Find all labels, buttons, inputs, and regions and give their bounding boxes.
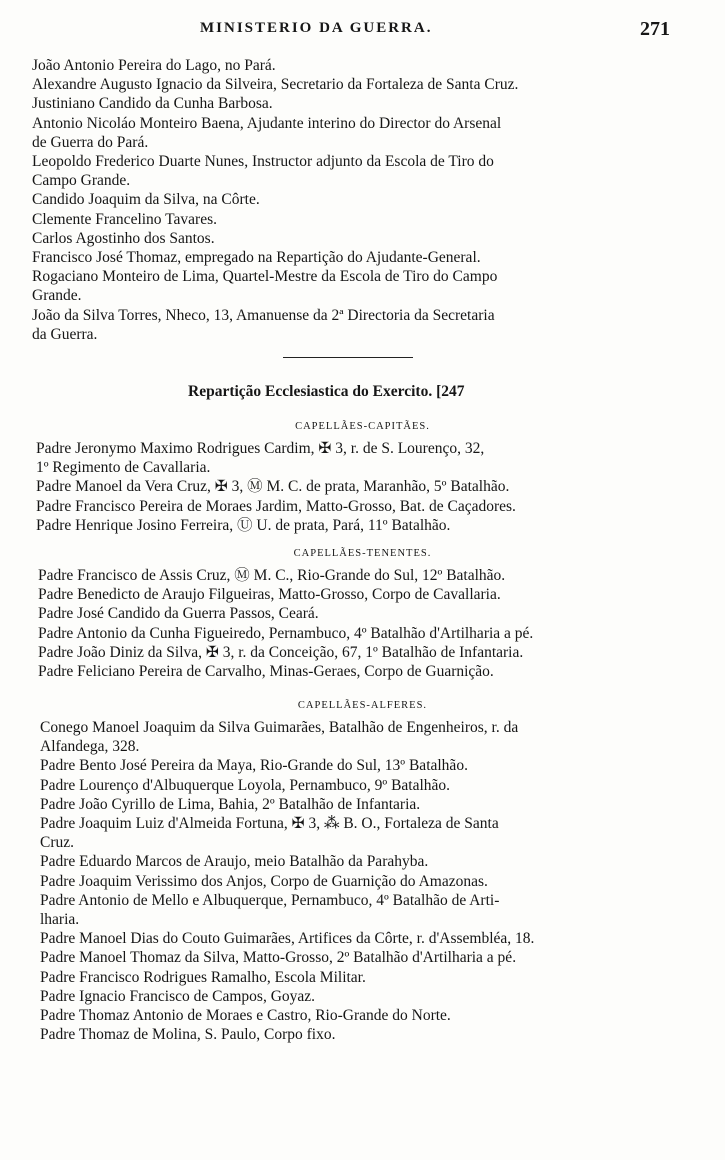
list-item	[32, 306, 672, 344]
list-item	[32, 229, 672, 248]
entry-line: Padre Thomaz de Molina, S. Paulo, Corpo fixo.	[40, 1026, 336, 1044]
list-item	[32, 152, 672, 190]
entry-line: Justiniano Candido da Cunha Barbosa.	[32, 95, 273, 113]
entry-line: Clemente Francelino Tavares.	[32, 210, 217, 228]
entry-line: Padre Francisco Pereira de Moraes Jardim, Matto-Grosso, Bat. de Caçadores.	[36, 497, 516, 515]
list-item	[40, 872, 670, 891]
list-item	[38, 585, 668, 604]
entry-line: Padre Manoel Dias do Couto Guimarães, Artifices da Côrte, r. d'Assembléa, 18.	[40, 930, 535, 948]
entry-line: Alexandre Augusto Ignacio da Silveira, Secretario da Fortaleza de Santa Cruz.	[32, 76, 519, 94]
list-item	[40, 987, 670, 1006]
list-item	[36, 516, 668, 535]
list-item	[38, 604, 668, 623]
entry-line: Carlos Agostinho dos Santos.	[32, 229, 215, 247]
list-item	[40, 891, 670, 929]
entry-continuation: Grande.	[32, 287, 82, 305]
entry-continuation: Campo Grande.	[32, 172, 131, 190]
list-item	[36, 497, 668, 516]
entry-line: Padre Joaquim Luiz d'Almeida Fortuna, ✠ 3, ⁂ B. O., Fortaleza de Santa	[40, 815, 499, 833]
list-item	[40, 718, 670, 756]
entry-line: Candido Joaquim da Silva, na Côrte.	[32, 191, 260, 209]
entry-line: Padre Francisco de Assis Cruz, Ⓜ M. C., Rio-Grande do Sul, 12º Batalhão.	[38, 567, 506, 584]
entry-line: Padre Francisco Rodrigues Ramalho, Escola Militar.	[40, 968, 366, 986]
entry-line: Padre João Cyrillo de Lima, Bahia, 2º Batalhão de Infantaria.	[40, 795, 421, 813]
entry-line: Conego Manoel Joaquim da Silva Guimarães, Batalhão de Engenheiros, r. da	[40, 719, 519, 736]
list-item	[40, 852, 670, 871]
subheading-alferes: CAPELLÃES-ALFERES.	[297, 700, 428, 711]
entry-line: Padre Manoel Thomaz da Silva, Matto-Grosso, 2º Batalhão d'Artilharia a pé.	[40, 949, 517, 967]
entry-line: Padre Benedicto de Araujo Filgueiras, Matto-Grosso, Corpo de Cavallaria.	[38, 586, 501, 604]
list-item	[38, 624, 668, 643]
list-alferes	[40, 718, 670, 1044]
entry-continuation: de Guerra do Pará.	[32, 133, 149, 151]
entry-line: Padre Joaquim Verissimo dos Anjos, Corpo de Guarnição do Amazonas.	[40, 872, 488, 890]
list-item	[40, 795, 670, 814]
list-item	[38, 662, 668, 681]
list-item	[40, 756, 670, 775]
list-item	[32, 190, 672, 209]
entry-line: Padre José Candido da Guerra Passos, Ceará.	[38, 605, 319, 623]
list-item	[40, 1006, 670, 1025]
entry-continuation: Alfandega, 328.	[40, 738, 140, 756]
entry-continuation: da Guerra.	[32, 325, 98, 343]
entry-line: João da Silva Torres, Nheco, 13, Amanuense da 2ª Directoria da Secretaria	[32, 306, 495, 324]
entry-line: Padre Eduardo Marcos de Araujo, meio Batalhão da Parahyba.	[40, 853, 429, 871]
list-capitaes	[36, 439, 668, 535]
entry-line: Padre Feliciano Pereira de Carvalho, Minas-Geraes, Corpo de Guarnição.	[38, 663, 494, 681]
entry-line: Padre Antonio da Cunha Figueiredo, Pernambuco, 4º Batalhão d'Artilharia a pé.	[38, 624, 534, 642]
subheading-capitaes: CAPELLÃES-CAPITÃES.	[295, 421, 430, 432]
entry-line: Padre Henrique Josino Ferreira, Ⓤ U. de prata, Pará, 11º Batalhão.	[36, 516, 451, 534]
list-item	[40, 948, 670, 967]
list-item	[32, 210, 672, 229]
entry-line: Rogaciano Monteiro de Lima, Quartel-Mestre da Escola de Tiro do Campo	[32, 268, 498, 286]
running-head-title: MINISTERIO DA GUERRA.	[200, 20, 433, 36]
list-tenentes	[38, 566, 668, 681]
list-item	[32, 248, 672, 267]
entry-continuation: 1º Regimento de Cavallaria.	[36, 459, 211, 477]
entry-line: Antonio Nicoláo Monteiro Baena, Ajudante interino do Director do Arsenal	[32, 114, 502, 132]
entry-line: Padre João Diniz da Silva, ✠ 3, r. da Conceição, 67, 1º Batalhão de Infantaria.	[38, 643, 524, 661]
list-item	[32, 94, 672, 113]
list-item	[36, 477, 668, 496]
entry-continuation: Cruz.	[40, 834, 75, 852]
running-head	[0, 18, 725, 48]
list-item	[40, 968, 670, 987]
entry-line: Padre Antonio de Mello e Albuquerque, Pernambuco, 4º Batalhão de Arti-	[40, 891, 500, 909]
entry-line: Padre Bento José Pereira da Maya, Rio-Grande do Sul, 13º Batalhão.	[40, 757, 468, 775]
subheading-tenentes: CAPELLÃES-TENENTES.	[293, 548, 432, 559]
entry-line: Leopoldo Frederico Duarte Nunes, Instructor adjunto da Escola de Tiro do	[32, 153, 494, 171]
list-item	[38, 643, 668, 662]
list-item	[32, 114, 672, 152]
entry-line: Padre Jeronymo Maximo Rodrigues Cardim, ✠ 3, r. de S. Lourenço, 32,	[36, 440, 485, 457]
list-item	[38, 566, 668, 585]
entry-line: Padre Ignacio Francisco de Campos, Goyaz.	[40, 987, 316, 1005]
section-divider	[283, 357, 413, 358]
list-item	[40, 929, 670, 948]
entry-line: Padre Thomaz Antonio de Moraes e Castro, Rio-Grande do Norte.	[40, 1007, 451, 1025]
section-title: Repartição Ecclesiastica do Exercito. [247	[188, 383, 465, 400]
list-item	[40, 814, 670, 852]
list-item	[36, 439, 668, 477]
page-number: 271	[640, 18, 670, 40]
list-item	[32, 56, 672, 75]
entry-line: João Antonio Pereira do Lago, no Pará.	[32, 57, 276, 74]
entry-line: Francisco José Thomaz, empregado na Repartição do Ajudante-General.	[32, 249, 481, 267]
entry-line: Padre Lourenço d'Albuquerque Loyola, Pernambuco, 9º Batalhão.	[40, 776, 451, 794]
entry-continuation: lharia.	[40, 911, 80, 929]
list-item	[32, 267, 672, 305]
entry-line: Padre Manoel da Vera Cruz, ✠ 3, Ⓜ M. C. de prata, Maranhão, 5º Batalhão.	[36, 478, 510, 496]
list-item	[32, 75, 672, 94]
list-item	[40, 776, 670, 795]
list-top	[32, 56, 672, 344]
list-item	[40, 1025, 670, 1044]
